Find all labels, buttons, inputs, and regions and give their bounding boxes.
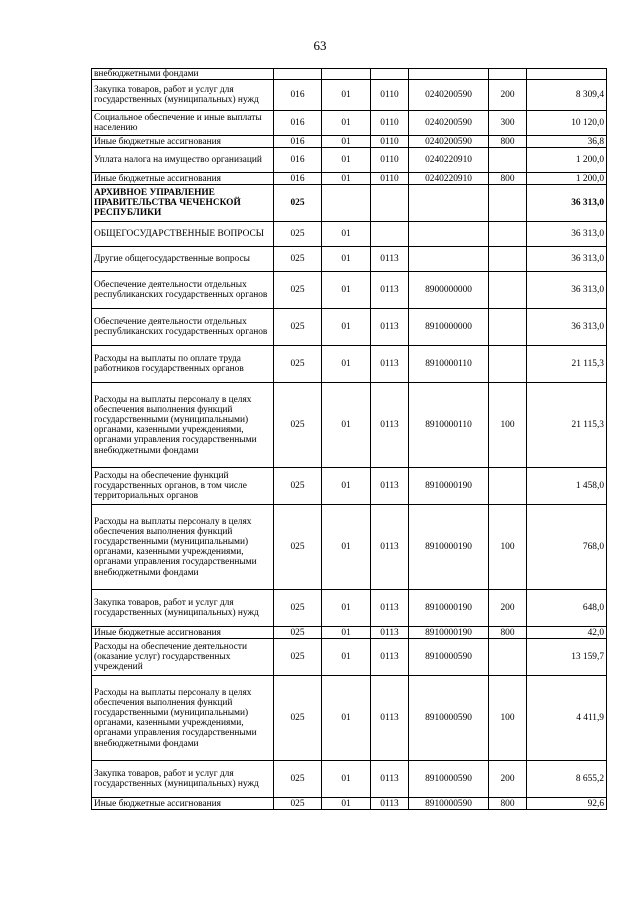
cell-section-code: 01 xyxy=(322,676,371,761)
cell-expense-type xyxy=(489,247,527,272)
table-row xyxy=(92,148,607,173)
cell-target-article: 8910000000 xyxy=(409,309,489,346)
cell-amount: 1 200,0 xyxy=(527,148,607,173)
cell-subsection-code: 0113 xyxy=(371,639,409,676)
cell-expense-type: 100 xyxy=(489,383,527,468)
cell-section-code: 01 xyxy=(322,639,371,676)
cell-name: Социальное обеспечение и иные выплаты населению xyxy=(92,111,274,136)
cell-name: Расходы на выплаты по оплате труда работников государственных органов xyxy=(92,346,274,383)
cell-subsection-code: 0113 xyxy=(371,798,409,810)
cell-ved-code: 016 xyxy=(274,111,322,136)
cell-target-article: 8910000110 xyxy=(409,346,489,383)
cell-subsection-code xyxy=(371,185,409,222)
cell-subsection-code: 0113 xyxy=(371,272,409,309)
cell-amount: 768,0 xyxy=(527,505,607,590)
cell-subsection-code: 0113 xyxy=(371,346,409,383)
cell-name: Иные бюджетные ассигнования xyxy=(92,136,274,148)
cell-target-article: 0240200590 xyxy=(409,136,489,148)
cell-ved-code: 025 xyxy=(274,627,322,639)
cell-amount: 1 458,0 xyxy=(527,468,607,505)
cell-target-article: 0240200590 xyxy=(409,111,489,136)
cell-target-article: 0240220910 xyxy=(409,173,489,185)
cell-name: АРХИВНОЕ УПРАВЛЕНИЕ ПРАВИТЕЛЬСТВА ЧЕЧЕНСКОЙ РЕСПУБЛИКИ xyxy=(92,185,274,222)
cell-ved-code: 025 xyxy=(274,468,322,505)
cell-ved-code: 025 xyxy=(274,505,322,590)
cell-subsection-code xyxy=(371,222,409,247)
cell-name: Расходы на выплаты персоналу в целях обеспечения выполнения функций государственными (муниципальными) органами, казенными учреждениями, органами управления государственными внебюджетными фондами xyxy=(92,383,274,468)
cell-section-code: 01 xyxy=(322,173,371,185)
cell-ved-code: 025 xyxy=(274,247,322,272)
cell-expense-type: 200 xyxy=(489,761,527,798)
table-body xyxy=(92,69,607,810)
cell-section-code: 01 xyxy=(322,222,371,247)
table-row xyxy=(92,136,607,148)
cell-name: Обеспечение деятельности отдельных республиканских государственных органов xyxy=(92,272,274,309)
table-row xyxy=(92,590,607,627)
cell-name: Расходы на обеспечение функций государственных органов, в том числе территориальных органов xyxy=(92,468,274,505)
cell-expense-type xyxy=(489,639,527,676)
cell-name: Другие общегосударственные вопросы xyxy=(92,247,274,272)
cell-ved-code xyxy=(274,69,322,80)
cell-name: Обеспечение деятельности отдельных республиканских государственных органов xyxy=(92,309,274,346)
cell-subsection-code: 0113 xyxy=(371,676,409,761)
cell-target-article: 8910000590 xyxy=(409,761,489,798)
cell-subsection-code: 0110 xyxy=(371,148,409,173)
table-row xyxy=(92,639,607,676)
cell-section-code: 01 xyxy=(322,346,371,383)
cell-ved-code: 025 xyxy=(274,346,322,383)
table-row xyxy=(92,468,607,505)
cell-name: Расходы на выплаты персоналу в целях обеспечения выполнения функций государственными (муниципальными) органами, казенными учреждениями, органами управления государственными внебюджетными фондами xyxy=(92,676,274,761)
cell-section-code: 01 xyxy=(322,111,371,136)
cell-subsection-code: 0113 xyxy=(371,468,409,505)
cell-subsection-code: 0113 xyxy=(371,590,409,627)
cell-expense-type: 300 xyxy=(489,111,527,136)
cell-section-code: 01 xyxy=(322,383,371,468)
cell-name: Закупка товаров, работ и услуг для государственных (муниципальных) нужд xyxy=(92,80,274,111)
table-row xyxy=(92,222,607,247)
cell-target-article xyxy=(409,69,489,80)
cell-expense-type xyxy=(489,148,527,173)
cell-ved-code: 016 xyxy=(274,173,322,185)
cell-amount: 4 411,9 xyxy=(527,676,607,761)
cell-name: Иные бюджетные ассигнования xyxy=(92,627,274,639)
cell-amount: 36 313,0 xyxy=(527,309,607,346)
cell-subsection-code: 0113 xyxy=(371,309,409,346)
cell-target-article: 8910000190 xyxy=(409,627,489,639)
page-number: 63 xyxy=(313,38,327,53)
cell-name: Закупка товаров, работ и услуг для государственных (муниципальных) нужд xyxy=(92,761,274,798)
cell-expense-type: 100 xyxy=(489,676,527,761)
cell-section-code: 01 xyxy=(322,247,371,272)
cell-ved-code: 025 xyxy=(274,185,322,222)
cell-expense-type: 100 xyxy=(489,505,527,590)
cell-amount: 8 655,2 xyxy=(527,761,607,798)
cell-subsection-code: 0113 xyxy=(371,383,409,468)
cell-expense-type xyxy=(489,309,527,346)
cell-subsection-code: 0113 xyxy=(371,505,409,590)
cell-section-code xyxy=(322,185,371,222)
cell-target-article: 8910000590 xyxy=(409,798,489,810)
cell-amount: 36 313,0 xyxy=(527,272,607,309)
cell-target-article xyxy=(409,185,489,222)
cell-name: Иные бюджетные ассигнования xyxy=(92,173,274,185)
cell-amount: 36,8 xyxy=(527,136,607,148)
cell-amount: 10 120,0 xyxy=(527,111,607,136)
cell-expense-type: 800 xyxy=(489,136,527,148)
cell-section-code xyxy=(322,69,371,80)
cell-name: ОБЩЕГОСУДАРСТВЕННЫЕ ВОПРОСЫ xyxy=(92,222,274,247)
table-row xyxy=(92,111,607,136)
cell-target-article xyxy=(409,247,489,272)
table-row xyxy=(92,676,607,761)
table-row xyxy=(92,346,607,383)
table-row xyxy=(92,761,607,798)
cell-ved-code: 025 xyxy=(274,222,322,247)
cell-name: Закупка товаров, работ и услуг для государственных (муниципальных) нужд xyxy=(92,590,274,627)
cell-name: Расходы на обеспечение деятельности (оказание услуг) государственных учреждений xyxy=(92,639,274,676)
cell-section-code: 01 xyxy=(322,468,371,505)
cell-section-code: 01 xyxy=(322,148,371,173)
cell-section-code: 01 xyxy=(322,309,371,346)
cell-amount: 36 313,0 xyxy=(527,222,607,247)
cell-ved-code: 025 xyxy=(274,761,322,798)
cell-name: Уплата налога на имущество организаций xyxy=(92,148,274,173)
cell-target-article: 0240220910 xyxy=(409,148,489,173)
cell-subsection-code: 0113 xyxy=(371,247,409,272)
cell-target-article: 8910000590 xyxy=(409,676,489,761)
cell-ved-code: 025 xyxy=(274,676,322,761)
cell-target-article: 8910000190 xyxy=(409,505,489,590)
cell-amount: 21 115,3 xyxy=(527,346,607,383)
cell-expense-type xyxy=(489,222,527,247)
cell-target-article: 8910000590 xyxy=(409,639,489,676)
cell-expense-type xyxy=(489,69,527,80)
cell-name: внебюджетными фондами xyxy=(92,69,274,80)
cell-target-article: 8910000190 xyxy=(409,468,489,505)
cell-target-article: 8910000110 xyxy=(409,383,489,468)
cell-expense-type: 800 xyxy=(489,627,527,639)
cell-subsection-code: 0110 xyxy=(371,136,409,148)
cell-section-code: 01 xyxy=(322,590,371,627)
cell-section-code: 01 xyxy=(322,505,371,590)
cell-amount: 36 313,0 xyxy=(527,247,607,272)
cell-section-code: 01 xyxy=(322,761,371,798)
cell-subsection-code: 0113 xyxy=(371,627,409,639)
cell-subsection-code xyxy=(371,69,409,80)
cell-section-code: 01 xyxy=(322,627,371,639)
cell-expense-type: 800 xyxy=(489,173,527,185)
cell-target-article: 8910000190 xyxy=(409,590,489,627)
table-row xyxy=(92,383,607,468)
cell-ved-code: 025 xyxy=(274,383,322,468)
cell-subsection-code: 0110 xyxy=(371,111,409,136)
cell-expense-type xyxy=(489,346,527,383)
cell-ved-code: 025 xyxy=(274,798,322,810)
cell-subsection-code: 0110 xyxy=(371,80,409,111)
cell-expense-type: 200 xyxy=(489,590,527,627)
cell-expense-type xyxy=(489,272,527,309)
cell-subsection-code: 0110 xyxy=(371,173,409,185)
cell-amount: 42,0 xyxy=(527,627,607,639)
cell-amount: 13 159,7 xyxy=(527,639,607,676)
cell-amount: 92,6 xyxy=(527,798,607,810)
cell-expense-type: 200 xyxy=(489,80,527,111)
table-row xyxy=(92,69,607,80)
cell-ved-code: 025 xyxy=(274,272,322,309)
cell-amount: 1 200,0 xyxy=(527,173,607,185)
cell-amount xyxy=(527,69,607,80)
cell-expense-type: 800 xyxy=(489,798,527,810)
cell-ved-code: 025 xyxy=(274,590,322,627)
cell-section-code: 01 xyxy=(322,798,371,810)
table-row xyxy=(92,185,607,222)
cell-ved-code: 016 xyxy=(274,136,322,148)
cell-expense-type xyxy=(489,468,527,505)
table-row xyxy=(92,173,607,185)
cell-ved-code: 025 xyxy=(274,639,322,676)
cell-ved-code: 025 xyxy=(274,309,322,346)
cell-target-article xyxy=(409,222,489,247)
cell-ved-code: 016 xyxy=(274,148,322,173)
cell-name: Иные бюджетные ассигнования xyxy=(92,798,274,810)
cell-section-code: 01 xyxy=(322,272,371,309)
cell-name: Расходы на выплаты персоналу в целях обеспечения выполнения функций государственными (муниципальными) органами, казенными учреждениями, органами управления государственными внебюджетными фондами xyxy=(92,505,274,590)
cell-section-code: 01 xyxy=(322,80,371,111)
budget-table xyxy=(91,68,607,810)
cell-subsection-code: 0113 xyxy=(371,761,409,798)
table-row xyxy=(92,309,607,346)
table-row xyxy=(92,798,607,810)
cell-target-article: 0240200590 xyxy=(409,80,489,111)
table-row xyxy=(92,80,607,111)
cell-target-article: 8900000000 xyxy=(409,272,489,309)
table-row xyxy=(92,247,607,272)
cell-amount: 648,0 xyxy=(527,590,607,627)
table-row xyxy=(92,505,607,590)
cell-ved-code: 016 xyxy=(274,80,322,111)
cell-amount: 8 309,4 xyxy=(527,80,607,111)
cell-expense-type xyxy=(489,185,527,222)
table-row xyxy=(92,272,607,309)
cell-amount: 36 313,0 xyxy=(527,185,607,222)
table-row xyxy=(92,627,607,639)
cell-section-code: 01 xyxy=(322,136,371,148)
cell-amount: 21 115,3 xyxy=(527,383,607,468)
